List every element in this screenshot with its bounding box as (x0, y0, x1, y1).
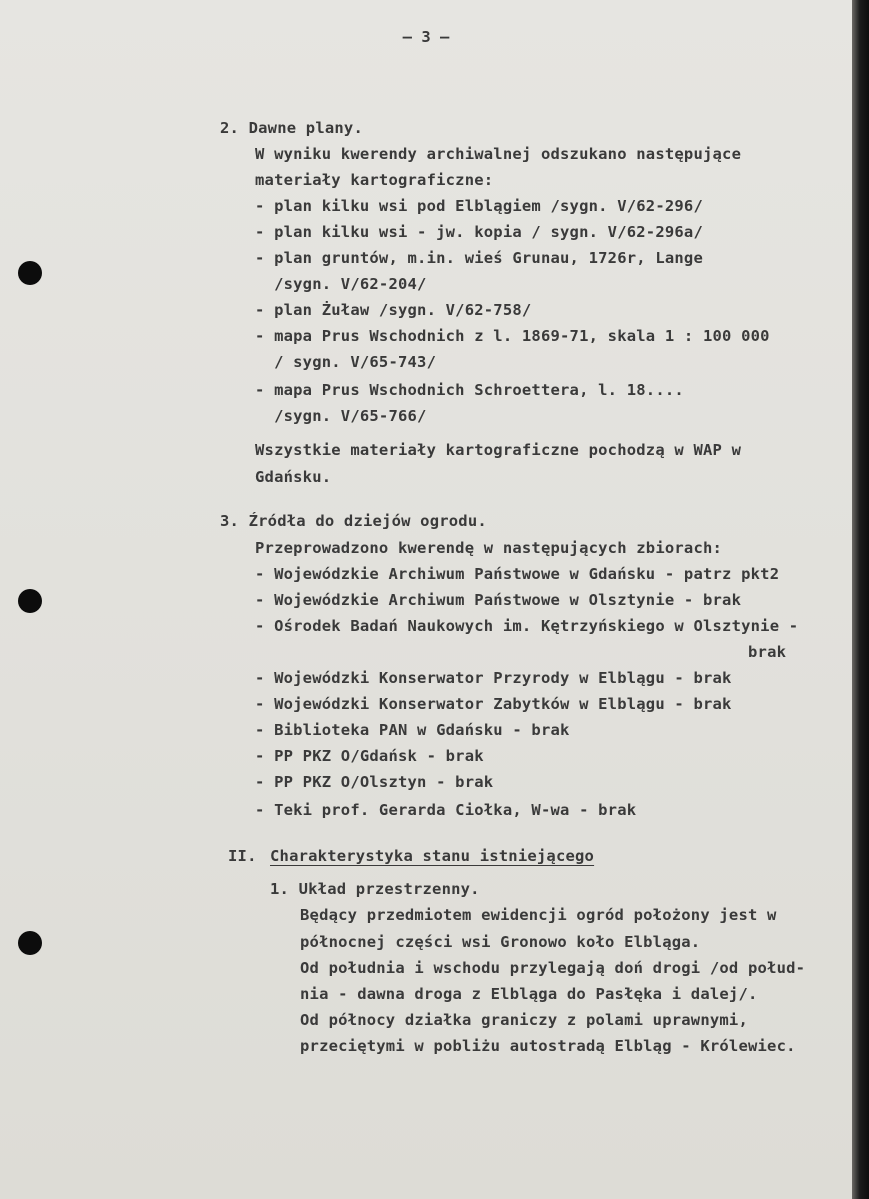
scan-dark-edge (852, 0, 869, 1199)
section-2-intro: materiały kartograficzne: (255, 171, 494, 189)
source-list-item: - Biblioteka PAN w Gdańsku - brak (255, 721, 570, 739)
source-list-item: - Wojewódzki Konserwator Przyrody w Elblągu - brak (255, 669, 732, 687)
description-line: Od południa i wschodu przylegają doń drogi /od połud- (300, 959, 806, 977)
map-list-item: /sygn. V/62-204/ (255, 275, 427, 293)
map-list-item: - mapa Prus Wschodnich z l. 1869-71, skala 1 : 100 000 (255, 327, 770, 345)
description-line: Od północy działka graniczy z polami uprawnymi, (300, 1011, 748, 1029)
section-2-heading: 2. Dawne plany. (220, 119, 363, 137)
punch-hole (18, 931, 42, 955)
source-list-item: - Wojewódzkie Archiwum Państwowe w Olsztynie - brak (255, 591, 742, 609)
source-list-item: - Ośrodek Badań Naukowych im. Kętrzyńskiego w Olsztynie - (255, 617, 799, 635)
section-2-closing: Gdańsku. (255, 468, 332, 486)
source-list-item: - PP PKZ O/Olsztyn - brak (255, 773, 494, 791)
section-II-subheading: 1. Układ przestrzenny. (270, 880, 480, 898)
map-list-item: - plan kilku wsi - jw. kopia / sygn. V/62-296a/ (255, 223, 703, 241)
description-line: przeciętymi w pobliżu autostradą Elbląg - Królewiec. (300, 1037, 796, 1055)
description-line: nia - dawna droga z Elbląga do Pasłęka i dalej/. (300, 985, 758, 1003)
map-list-item: - mapa Prus Wschodnich Schroettera, l. 18.... (255, 381, 684, 399)
punch-hole (18, 261, 42, 285)
source-list-item: - Teki prof. Gerarda Ciołka, W-wa - brak (255, 801, 637, 819)
section-3-intro: Przeprowadzono kwerendę w następujących zbiorach: (255, 539, 723, 557)
map-list-item: /sygn. V/65-766/ (255, 407, 427, 425)
source-list-item: - Wojewódzki Konserwator Zabytków w Elblągu - brak (255, 695, 732, 713)
punch-hole (18, 589, 42, 613)
source-list-item: - Wojewódzkie Archiwum Państwowe w Gdańsku - patrz pkt2 (255, 565, 780, 583)
source-list-item: brak (748, 643, 787, 661)
description-line: Będący przedmiotem ewidencji ogród położony jest w (300, 906, 777, 924)
section-3-heading: 3. Źródła do dziejów ogrodu. (220, 512, 487, 530)
section-2-closing: Wszystkie materiały kartograficzne pochodzą w WAP w (255, 441, 742, 459)
source-list-item: - PP PKZ O/Gdańsk - brak (255, 747, 484, 765)
section-II-heading: Charakterystyka stanu istniejącego (270, 847, 595, 865)
page-number: – 3 – (402, 28, 450, 46)
map-list-item: / sygn. V/65-743/ (255, 353, 437, 371)
section-II-numeral: II. (228, 847, 257, 865)
map-list-item: - plan kilku wsi pod Elblągiem /sygn. V/62-296/ (255, 197, 703, 215)
description-line: północnej części wsi Gronowo koło Elbląga. (300, 933, 701, 951)
section-2-intro: W wyniku kwerendy archiwalnej odszukano następujące (255, 145, 742, 163)
map-list-item: - plan gruntów, m.in. wieś Grunau, 1726r, Lange (255, 249, 703, 267)
map-list-item: - plan Żuław /sygn. V/62-758/ (255, 301, 532, 319)
